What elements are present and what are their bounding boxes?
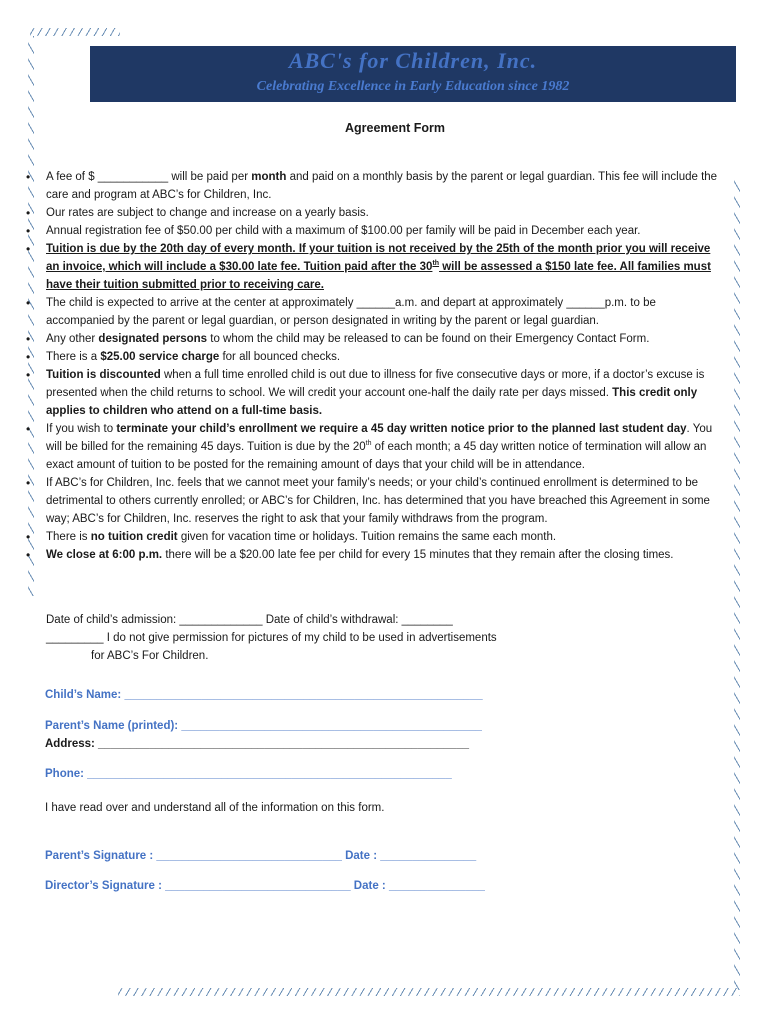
list-item-discount: • Tuition is discounted when a full time enrolled child is out due to illness for five consecutive days or more, if a doctor’s excuse is presented when the child returns to school. We will credit your account one-half the daily rate per days missed. This credit only applies to children who attend on a full-time basis. — [26, 366, 726, 420]
company-tagline: Celebrating Excellence in Early Education since 1982 — [256, 79, 570, 94]
photo-permission-line-2: for ABC’s For Children. — [91, 650, 209, 662]
list-item-withdrawal-right: • If ABC’s for Children, Inc. feels that we cannot meet your family’s needs; or your child’s continued enrollment is determined to be detrimental to others currently enrolled; or ABC’s for Children, Inc. has determined that you have breached this Agreement in some way; ABC’s for Children, Inc. reserves the right to ask that your family withdraws from the program. — [26, 474, 726, 528]
list-item-closing: • We close at 6:00 p.m. there will be a $20.00 late fee per child for every 15 minutes that they remain after the closing times. — [26, 546, 726, 564]
decorative-border-right — [734, 180, 740, 990]
address-field[interactable]: Address: __________________________________________________________ — [45, 738, 469, 750]
child-name-field[interactable]: Child’s Name: ________________________________________________________ — [45, 689, 483, 701]
admission-dates-line[interactable]: Date of child’s admission: _____________ Date of child’s withdrawal: ________ — [46, 614, 453, 626]
director-signature-field[interactable]: Director’s Signature : _____________________________ Date : _______________ — [45, 880, 485, 892]
phone-field[interactable]: Phone: _________________________________________________________ — [45, 768, 452, 780]
photo-permission-line[interactable]: _________ I do not give permission for pictures of my child to be used in advertisements — [46, 632, 497, 644]
list-item-fee: • A fee of $ ___________ will be paid per month and paid on a monthly basis by the parent or legal guardian. This fee will include the care and program at ABC’s for Children, Inc. — [26, 168, 726, 204]
list-item-rates: • Our rates are subject to change and increase on a yearly basis. — [26, 204, 726, 222]
list-item-tuition-due: • Tuition is due by the 20th day of every month. If your tuition is not received by the 25th of the month prior you will receive an invoice, which will include a $30.00 late fee. Tuition paid after the 30th will be assessed a $150 late fee. All families must have their tuition submitted prior to receiving care. — [26, 240, 726, 294]
decorative-border-top — [30, 28, 120, 36]
header-banner — [90, 46, 736, 102]
parent-signature-field[interactable]: Parent’s Signature : _____________________________ Date : _______________ — [45, 850, 477, 862]
list-item-designated: • Any other designated persons to whom the child may be released to can be found on their Emergency Contact Form. — [26, 330, 726, 348]
decorative-border-bottom — [118, 988, 740, 996]
form-title: Agreement Form — [344, 121, 446, 135]
list-item-service-charge: • There is a $25.00 service charge for all bounced checks. — [26, 348, 726, 366]
list-item-arrival: • The child is expected to arrive at the center at approximately ______a.m. and depart at approximately ______p.m. to be accompanied by the parent or legal guardian, or person designated in writing by the parent or legal guardian. — [26, 294, 726, 330]
acknowledgement-text: I have read over and understand all of the information on this form. — [45, 802, 385, 814]
company-title: ABC's for Children, Inc. — [288, 48, 538, 73]
parent-name-field[interactable]: Parent’s Name (printed): _______________________________________________ — [45, 720, 482, 732]
list-item-no-credit: • There is no tuition credit given for vacation time or holidays. Tuition remains the same each month. — [26, 528, 726, 546]
list-item-termination: • If you wish to terminate your child’s enrollment we require a 45 day written notice prior to the planned last student day. You will be billed for the remaining 45 days. Tuition is due by the 20th of each month; a 45 day written notice of termination will allow an exact amount of tuition to be posted for the remaining amount of days that your child will be in attendance. — [26, 420, 726, 474]
terms-list — [26, 168, 726, 564]
list-item-registration: • Annual registration fee of $50.00 per child with a maximum of $100.00 per family will be paid in December each year. — [26, 222, 726, 240]
